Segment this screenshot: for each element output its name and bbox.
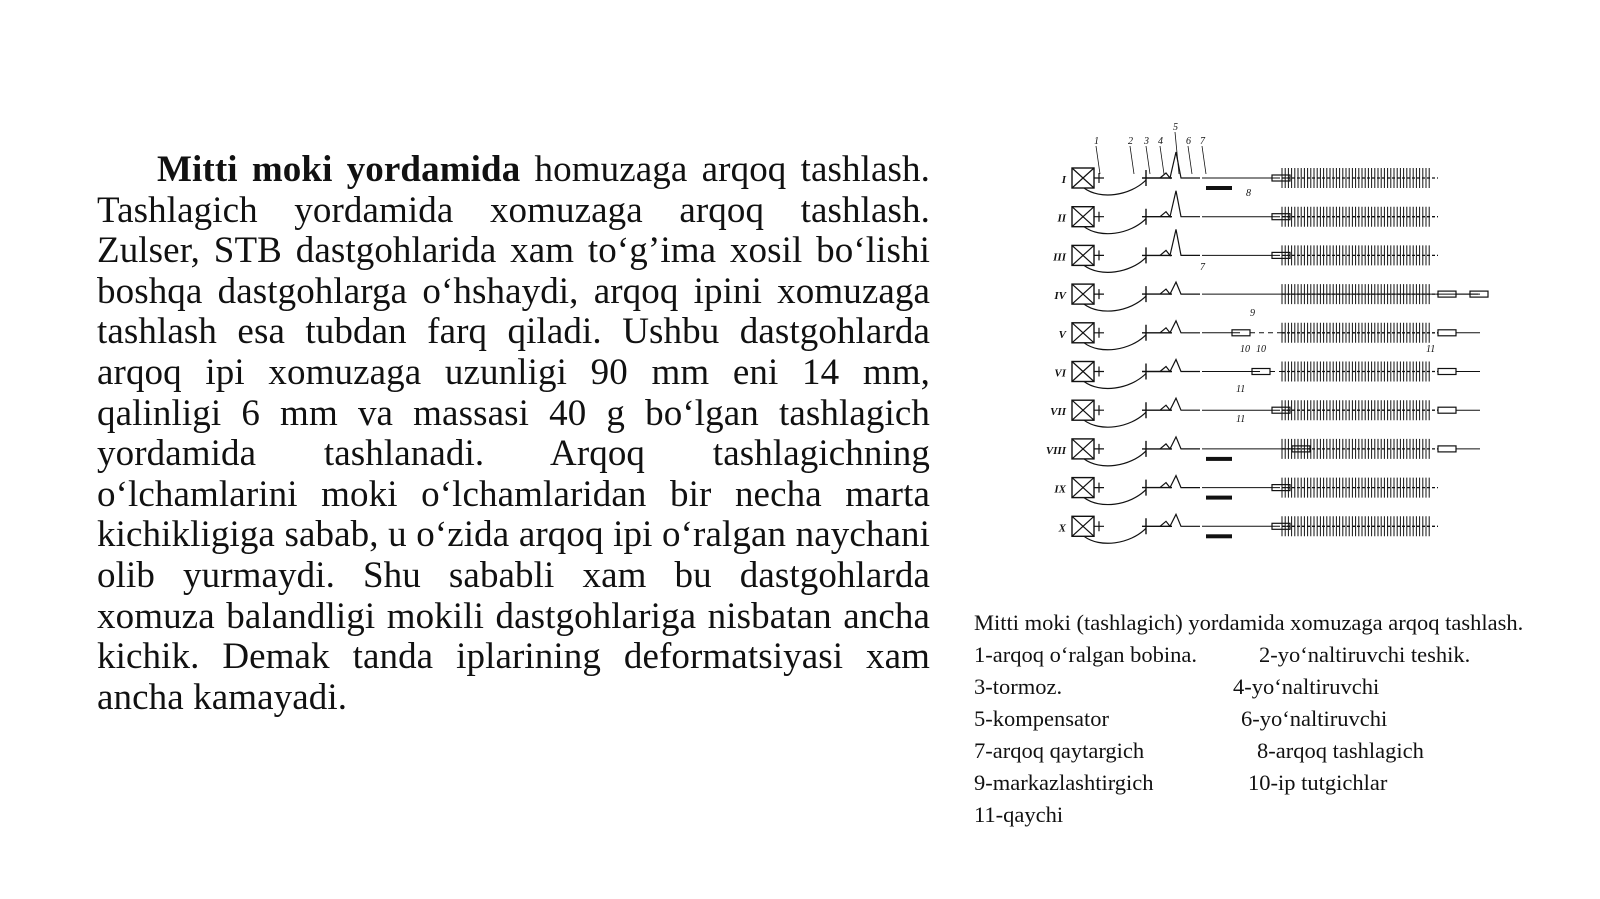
compensator	[1160, 514, 1200, 526]
legend-row	[974, 671, 1574, 703]
guide-eye	[1142, 170, 1172, 186]
bobbin-cross	[1072, 439, 1094, 459]
row-label: VIII	[1045, 444, 1066, 457]
bobbin-plus	[1094, 483, 1104, 493]
part-number: 11	[1426, 344, 1436, 355]
legend-item: 7-arqoq qaytargich	[974, 738, 1145, 763]
bobbin-plus	[1094, 173, 1104, 183]
part-number: 10	[1240, 344, 1250, 355]
return-bar	[1206, 534, 1232, 538]
callout-line	[1146, 146, 1150, 174]
guide-eye	[1142, 286, 1172, 302]
callout-line	[1188, 146, 1192, 174]
bobbin-plus	[1094, 250, 1104, 260]
legend-item: 9-markazlashtirgich	[974, 770, 1154, 795]
receiver-projectile	[1438, 407, 1456, 413]
bobbin-cross	[1072, 284, 1094, 304]
guide-eye	[1142, 441, 1172, 457]
legend-row	[974, 703, 1574, 735]
guide-eye	[1142, 402, 1172, 418]
receiver-projectile	[1438, 330, 1456, 336]
guide-eye	[1142, 480, 1172, 496]
body-rest: homuzaga arqoq tashlash. Tashlagich yordamida xomuzaga arqoq tashlash. Zulser, STB dastgohlarida xam to‘g’ima xosil bo‘lishi boshqa dastgohlarga o‘hshaydi, arqoq ipini xomuzaga tashlash esa tubdan farq qiladi. Ushbu dastgohlarda arqoq ipi xomuzaga uzunligi 90 mm eni 14 mm, qalinligi 6 mm va massasi 40 g bo‘lgan tashlagich yordamida tashlanadi. Arqoq tashlagichning o‘lchamlarini moki o‘lchamlaridan bir necha marta kichikligiga sabab, u o‘zida arqoq ipi o‘ralgan naychani olib yurmaydi. Shu sababli xam bu dastgohlarda xomuza balandligi mokili dastgohlariga nisbatan ancha kichik. Demak tanda iplarining deformatsiyasi xam ancha kamayadi.	[97, 149, 930, 718]
legend-item: 11-qaychi	[974, 802, 1064, 827]
part-number: 11	[1236, 414, 1246, 425]
return-bar	[1206, 496, 1232, 500]
legend-item: 2-yo‘naltiruvchi teshik.	[1259, 642, 1471, 667]
guide-eye	[1142, 364, 1172, 380]
guide-eye	[1142, 518, 1172, 534]
callout-line	[1202, 146, 1206, 174]
compensator	[1160, 476, 1200, 488]
bobbin-cross	[1072, 478, 1094, 498]
bobbin-cross	[1072, 400, 1094, 420]
weft-insertion-diagram	[1045, 120, 1530, 560]
part-number: 6	[1186, 136, 1191, 147]
bobbin-plus	[1094, 444, 1104, 454]
legend-row	[974, 735, 1574, 767]
callout-line	[1160, 146, 1164, 174]
row-label: VI	[1054, 367, 1066, 380]
caption-title: Mitti moki (tashlagich) yordamida xomuzaga arqoq tashlash.	[974, 610, 1524, 635]
receiver-projectile	[1438, 369, 1456, 375]
compensator	[1160, 398, 1200, 410]
compensator	[1160, 191, 1200, 217]
legend-row	[974, 767, 1574, 799]
row-label: III	[1053, 251, 1066, 264]
legend-item: 10-ip tutgichlar	[1248, 770, 1388, 795]
row-label: VII	[1050, 406, 1066, 419]
legend-list	[974, 639, 1574, 831]
bobbin-cross	[1072, 245, 1094, 265]
legend-row	[974, 799, 1574, 831]
part-number: 7	[1200, 136, 1205, 147]
body-paragraph	[97, 150, 930, 718]
guide-eye	[1142, 325, 1172, 341]
row-label: II	[1057, 212, 1066, 225]
part-number: 2	[1128, 136, 1133, 147]
receiver-projectile	[1438, 446, 1456, 452]
body-lead-bold: Mitti moki yordamida	[157, 149, 521, 190]
bobbin-plus	[1094, 521, 1104, 531]
row-label: X	[1058, 522, 1066, 535]
bobbin-cross	[1072, 207, 1094, 227]
legend-item: 3-tormoz.	[974, 674, 1063, 699]
compensator	[1160, 152, 1200, 178]
legend-item: 4-yo‘naltiruvchi	[1233, 674, 1380, 699]
part-number: 1	[1094, 136, 1099, 147]
bobbin-cross	[1072, 516, 1094, 536]
part-number: 11	[1236, 384, 1246, 395]
compensator	[1160, 437, 1200, 449]
legend-item: 1-arqoq o‘ralgan bobina.	[974, 642, 1198, 667]
part-number: 10	[1256, 344, 1266, 355]
part-number: 5	[1173, 122, 1178, 133]
row-label: V	[1058, 328, 1066, 341]
compensator	[1160, 360, 1200, 372]
figure-caption	[974, 607, 1574, 831]
bobbin-plus	[1094, 289, 1104, 299]
callout-line	[1096, 146, 1100, 174]
bobbin-plus	[1094, 212, 1104, 222]
compensator	[1160, 229, 1200, 255]
legend-item: 8-arqoq tashlagich	[1257, 738, 1424, 763]
bobbin-plus	[1094, 405, 1104, 415]
guide-eye	[1142, 209, 1172, 225]
guide-eye	[1142, 247, 1172, 263]
callout-line	[1130, 146, 1134, 174]
part-number: 7	[1200, 262, 1205, 273]
compensator	[1160, 321, 1200, 333]
return-bar	[1206, 186, 1232, 190]
return-bar	[1206, 457, 1232, 461]
part-number: 9	[1250, 308, 1255, 319]
bobbin-cross	[1072, 362, 1094, 382]
legend-item: 5-kompensator	[974, 706, 1109, 731]
part-number: 8	[1246, 188, 1251, 199]
legend-item: 6-yo‘naltiruvchi	[1241, 706, 1388, 731]
bobbin-cross	[1072, 168, 1094, 188]
bobbin-plus	[1094, 328, 1104, 338]
row-label: IV	[1054, 290, 1066, 303]
part-number: 3	[1144, 136, 1149, 147]
part-number: 4	[1158, 136, 1163, 147]
bobbin-cross	[1072, 323, 1094, 343]
row-label: I	[1061, 174, 1066, 186]
bobbin-plus	[1094, 367, 1104, 377]
legend-row	[974, 639, 1574, 671]
row-label: IX	[1054, 483, 1066, 496]
compensator	[1160, 282, 1200, 294]
